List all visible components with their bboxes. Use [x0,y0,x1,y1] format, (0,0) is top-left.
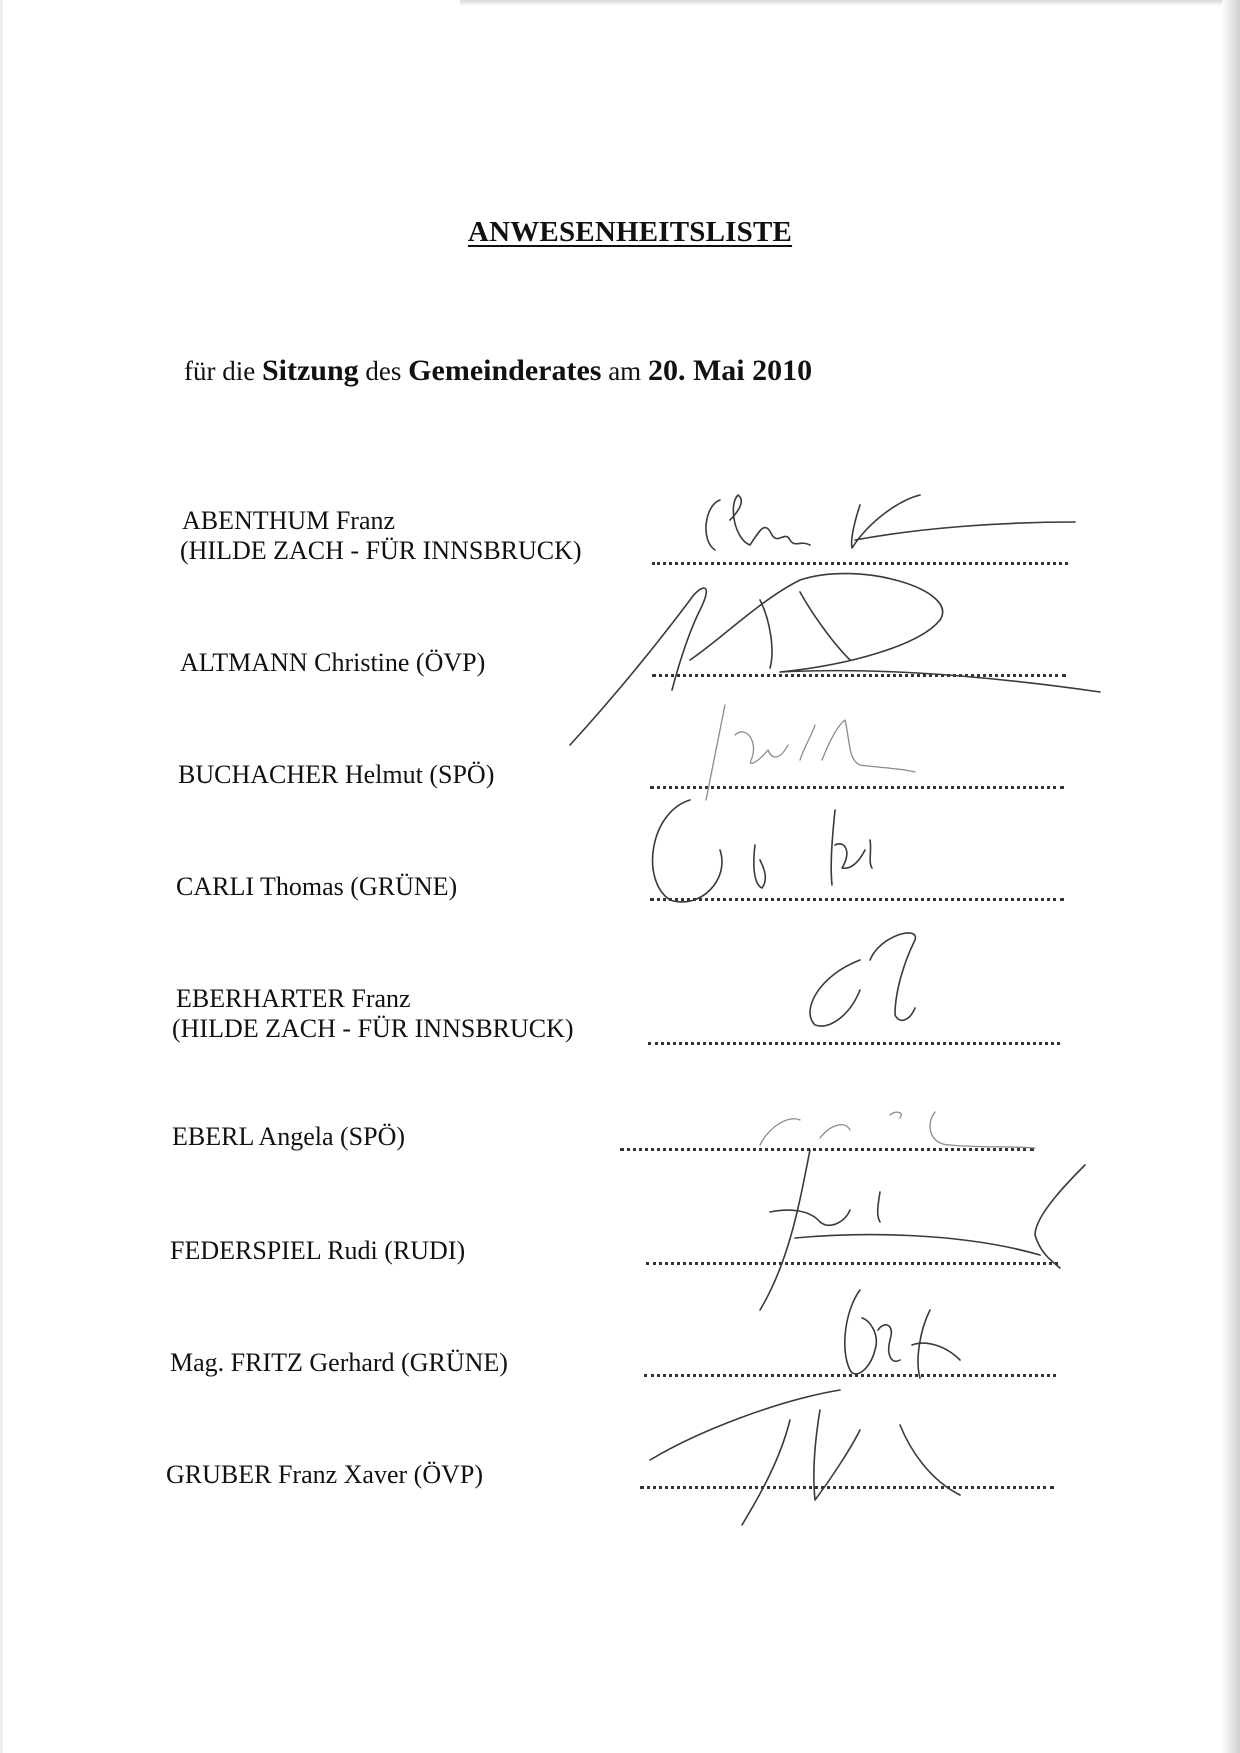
subtitle-part-6: 20. Mai 2010 [647,354,813,387]
signature-line [644,1374,1056,1377]
signature-gruber [650,1390,960,1525]
attendee-name: CARLI Thomas (GRÜNE) [176,872,458,901]
signature-line [652,674,1066,677]
document-title: ANWESENHEITSLISTE [467,216,793,248]
signature-line [650,786,1064,789]
attendee-name: GRUBER Franz Xaver (ÖVP) [166,1460,484,1489]
attendee-affiliation: (HILDE ZACH - FÜR INNSBRUCK) [180,536,582,565]
attendee-name: ABENTHUM Franz [182,506,396,535]
attendee-name: EBERL Angela (SPÖ) [172,1122,406,1151]
attendee-name: BUCHACHER Helmut (SPÖ) [178,760,495,789]
subtitle-part-1: für die [184,356,262,386]
signature-fritz [845,1290,960,1378]
subtitle-part-4: Gemeinderates [408,354,602,387]
attendee-name: FEDERSPIEL Rudi (RUDI) [170,1236,466,1265]
signature-abenthum [706,495,1075,550]
subtitle-part-3: des [358,356,409,386]
signature-carli [653,800,872,902]
signature-line [650,898,1064,901]
attendee-name: EBERHARTER Franz [176,984,411,1013]
scan-edge-right [1222,0,1240,1753]
attendee-name: ALTMANN Christine (ÖVP) [180,648,486,677]
signature-line [648,1042,1060,1045]
attendee-name: Mag. FRITZ Gerhard (GRÜNE) [170,1348,508,1377]
signature-line [620,1148,1034,1151]
signature-altmann [570,574,1100,745]
subtitle-part-5: am [601,356,648,386]
signature-line [646,1262,1058,1265]
scan-edge-left [0,0,3,1753]
signature-federspiel [760,1150,1085,1310]
document-subtitle [184,354,812,388]
subtitle-part-2: Sitzung [261,354,359,387]
scan-edge-top [460,0,1240,6]
signature-eberharter [810,933,915,1026]
signature-eberl [760,1112,1035,1148]
signature-line [652,562,1068,565]
signature-line [640,1486,1054,1489]
attendee-affiliation: (HILDE ZACH - FÜR INNSBRUCK) [172,1014,574,1043]
